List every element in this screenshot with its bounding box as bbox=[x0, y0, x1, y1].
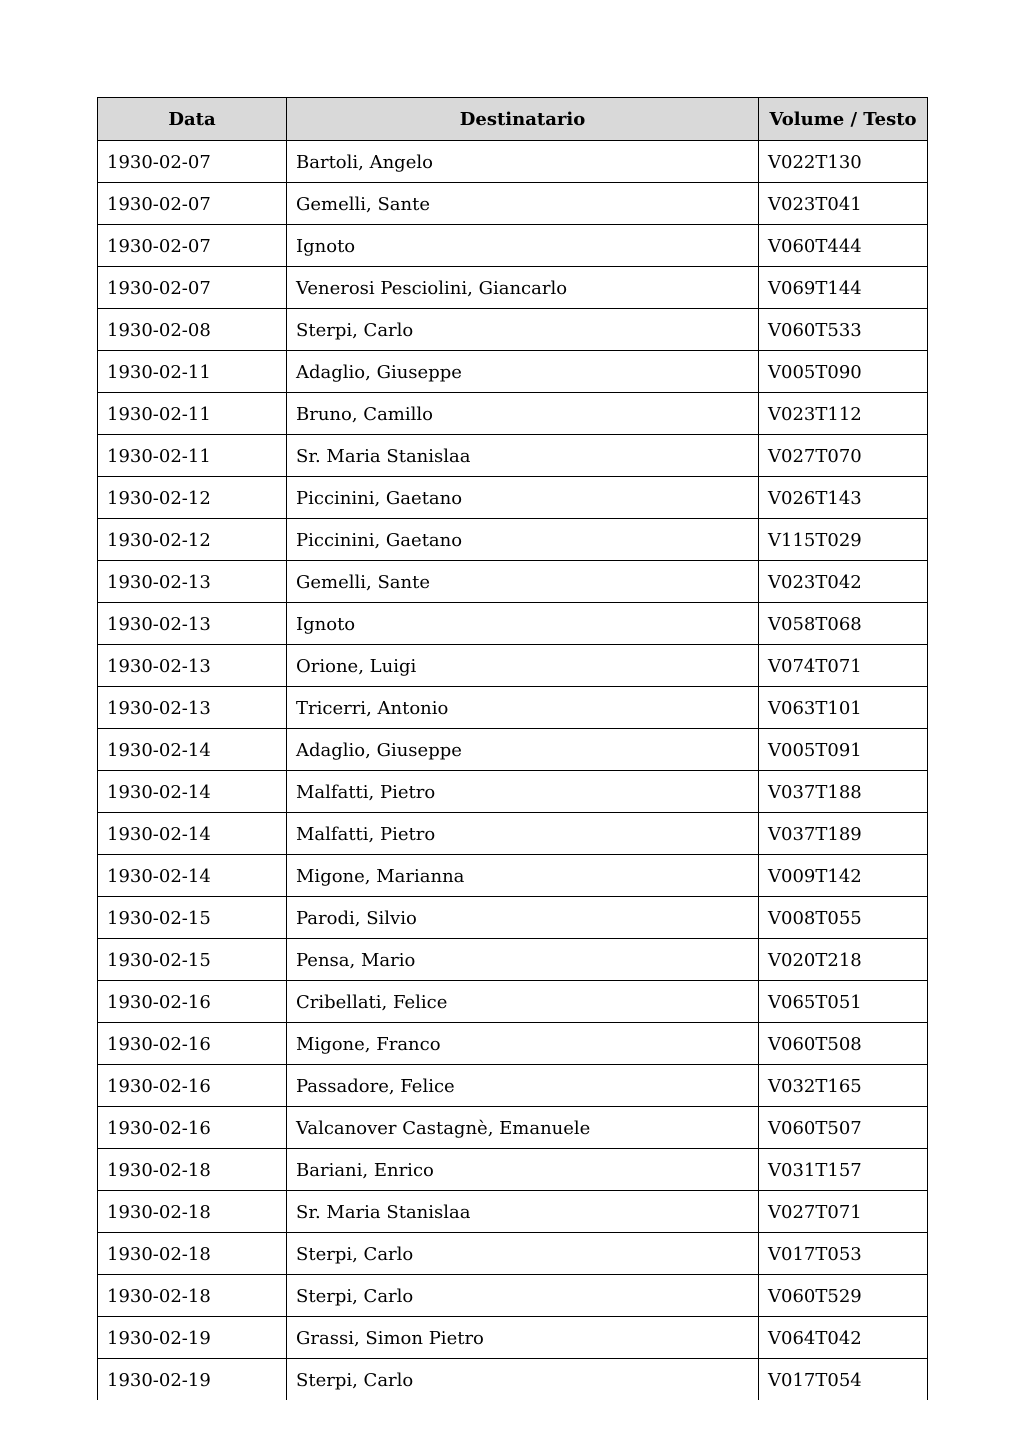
cell-date: 1930-02-19 bbox=[98, 1317, 287, 1359]
cell-date: 1930-02-12 bbox=[98, 477, 287, 519]
table-row bbox=[98, 393, 928, 435]
cell-volume: V060T529 bbox=[759, 1275, 928, 1317]
header-volume: Volume / Testo bbox=[759, 98, 928, 141]
table-row bbox=[98, 141, 928, 183]
table-row bbox=[98, 309, 928, 351]
cell-volume: V032T165 bbox=[759, 1065, 928, 1107]
cell-date: 1930-02-18 bbox=[98, 1191, 287, 1233]
table-row bbox=[98, 687, 928, 729]
cell-date: 1930-02-07 bbox=[98, 183, 287, 225]
cell-recipient: Valcanover Castagnè, Emanuele bbox=[287, 1107, 759, 1149]
cell-date: 1930-02-07 bbox=[98, 225, 287, 267]
cell-recipient: Sterpi, Carlo bbox=[287, 1233, 759, 1275]
table-row bbox=[98, 897, 928, 939]
table-row bbox=[98, 1317, 928, 1359]
table-row bbox=[98, 1107, 928, 1149]
table-row bbox=[98, 1149, 928, 1191]
cell-recipient: Bartoli, Angelo bbox=[287, 141, 759, 183]
cell-volume: V115T029 bbox=[759, 519, 928, 561]
cell-volume: V008T055 bbox=[759, 897, 928, 939]
cell-recipient: Tricerri, Antonio bbox=[287, 687, 759, 729]
cell-volume: V060T533 bbox=[759, 309, 928, 351]
cell-date: 1930-02-15 bbox=[98, 939, 287, 981]
cell-volume: V005T090 bbox=[759, 351, 928, 393]
table-row bbox=[98, 477, 928, 519]
cell-date: 1930-02-15 bbox=[98, 897, 287, 939]
cell-date: 1930-02-14 bbox=[98, 855, 287, 897]
cell-volume: V064T042 bbox=[759, 1317, 928, 1359]
table-row bbox=[98, 645, 928, 687]
cell-date: 1930-02-18 bbox=[98, 1275, 287, 1317]
cell-recipient: Passadore, Felice bbox=[287, 1065, 759, 1107]
cell-recipient: Pensa, Mario bbox=[287, 939, 759, 981]
table-container bbox=[97, 97, 927, 1391]
cell-volume: V026T143 bbox=[759, 477, 928, 519]
cell-date: 1930-02-13 bbox=[98, 603, 287, 645]
cell-date: 1930-02-14 bbox=[98, 729, 287, 771]
cell-volume: V060T444 bbox=[759, 225, 928, 267]
table-row bbox=[98, 813, 928, 855]
cell-recipient: Grassi, Simon Pietro bbox=[287, 1317, 759, 1359]
cell-recipient: Gemelli, Sante bbox=[287, 183, 759, 225]
table-row bbox=[98, 435, 928, 477]
table-row bbox=[98, 855, 928, 897]
cell-recipient: Piccinini, Gaetano bbox=[287, 519, 759, 561]
table-row bbox=[98, 1023, 928, 1065]
cell-date: 1930-02-13 bbox=[98, 561, 287, 603]
cell-volume: V005T091 bbox=[759, 729, 928, 771]
table-row bbox=[98, 1191, 928, 1233]
cell-volume: V037T189 bbox=[759, 813, 928, 855]
cell-recipient: Venerosi Pesciolini, Giancarlo bbox=[287, 267, 759, 309]
cell-volume: V060T507 bbox=[759, 1107, 928, 1149]
cell-date: 1930-02-11 bbox=[98, 435, 287, 477]
table-row bbox=[98, 183, 928, 225]
table-row bbox=[98, 1359, 928, 1401]
cell-recipient: Ignoto bbox=[287, 603, 759, 645]
cell-volume: V058T068 bbox=[759, 603, 928, 645]
cell-volume: V023T041 bbox=[759, 183, 928, 225]
cell-recipient: Gemelli, Sante bbox=[287, 561, 759, 603]
cell-volume: V031T157 bbox=[759, 1149, 928, 1191]
cell-volume: V074T071 bbox=[759, 645, 928, 687]
cell-volume: V017T053 bbox=[759, 1233, 928, 1275]
table-row bbox=[98, 267, 928, 309]
cell-date: 1930-02-18 bbox=[98, 1233, 287, 1275]
table-row bbox=[98, 771, 928, 813]
cell-volume: V022T130 bbox=[759, 141, 928, 183]
cell-volume: V023T042 bbox=[759, 561, 928, 603]
cell-date: 1930-02-07 bbox=[98, 141, 287, 183]
cell-recipient: Parodi, Silvio bbox=[287, 897, 759, 939]
cell-volume: V027T070 bbox=[759, 435, 928, 477]
cell-recipient: Migone, Franco bbox=[287, 1023, 759, 1065]
cell-date: 1930-02-13 bbox=[98, 687, 287, 729]
cell-volume: V063T101 bbox=[759, 687, 928, 729]
cell-recipient: Sterpi, Carlo bbox=[287, 1275, 759, 1317]
table-row bbox=[98, 1233, 928, 1275]
table-row bbox=[98, 561, 928, 603]
table-row bbox=[98, 939, 928, 981]
cell-date: 1930-02-18 bbox=[98, 1149, 287, 1191]
header-date: Data bbox=[98, 98, 287, 141]
cell-recipient: Sr. Maria Stanislaa bbox=[287, 1191, 759, 1233]
cell-volume: V023T112 bbox=[759, 393, 928, 435]
table-row bbox=[98, 1065, 928, 1107]
cell-volume: V020T218 bbox=[759, 939, 928, 981]
cell-recipient: Adaglio, Giuseppe bbox=[287, 351, 759, 393]
cell-recipient: Orione, Luigi bbox=[287, 645, 759, 687]
cell-volume: V009T142 bbox=[759, 855, 928, 897]
table-row bbox=[98, 519, 928, 561]
cell-date: 1930-02-16 bbox=[98, 1107, 287, 1149]
cell-recipient: Migone, Marianna bbox=[287, 855, 759, 897]
cell-date: 1930-02-14 bbox=[98, 813, 287, 855]
cell-recipient: Malfatti, Pietro bbox=[287, 813, 759, 855]
cell-recipient: Bruno, Camillo bbox=[287, 393, 759, 435]
cell-recipient: Malfatti, Pietro bbox=[287, 771, 759, 813]
cell-volume: V037T188 bbox=[759, 771, 928, 813]
cell-date: 1930-02-16 bbox=[98, 1023, 287, 1065]
cell-volume: V069T144 bbox=[759, 267, 928, 309]
cell-recipient: Sterpi, Carlo bbox=[287, 309, 759, 351]
cell-recipient: Adaglio, Giuseppe bbox=[287, 729, 759, 771]
cell-recipient: Cribellati, Felice bbox=[287, 981, 759, 1023]
table-row bbox=[98, 981, 928, 1023]
cell-date: 1930-02-13 bbox=[98, 645, 287, 687]
cell-volume: V065T051 bbox=[759, 981, 928, 1023]
cell-date: 1930-02-19 bbox=[98, 1359, 287, 1401]
cell-recipient: Sterpi, Carlo bbox=[287, 1359, 759, 1401]
cell-volume: V060T508 bbox=[759, 1023, 928, 1065]
cell-date: 1930-02-16 bbox=[98, 981, 287, 1023]
table-row bbox=[98, 1275, 928, 1317]
cell-recipient: Piccinini, Gaetano bbox=[287, 477, 759, 519]
cell-date: 1930-02-12 bbox=[98, 519, 287, 561]
table-row bbox=[98, 351, 928, 393]
table-row bbox=[98, 729, 928, 771]
header-recipient: Destinatario bbox=[287, 98, 759, 141]
cell-volume: V027T071 bbox=[759, 1191, 928, 1233]
cell-date: 1930-02-14 bbox=[98, 771, 287, 813]
cell-date: 1930-02-11 bbox=[98, 393, 287, 435]
cell-recipient: Ignoto bbox=[287, 225, 759, 267]
cell-date: 1930-02-11 bbox=[98, 351, 287, 393]
table-body bbox=[98, 141, 928, 1401]
cell-recipient: Sr. Maria Stanislaa bbox=[287, 435, 759, 477]
table-row bbox=[98, 603, 928, 645]
cell-date: 1930-02-08 bbox=[98, 309, 287, 351]
cell-volume: V017T054 bbox=[759, 1359, 928, 1401]
cell-recipient: Bariani, Enrico bbox=[287, 1149, 759, 1191]
table-row bbox=[98, 225, 928, 267]
cell-date: 1930-02-16 bbox=[98, 1065, 287, 1107]
cell-date: 1930-02-07 bbox=[98, 267, 287, 309]
letters-table bbox=[97, 97, 928, 1400]
table-header-row bbox=[98, 98, 928, 141]
